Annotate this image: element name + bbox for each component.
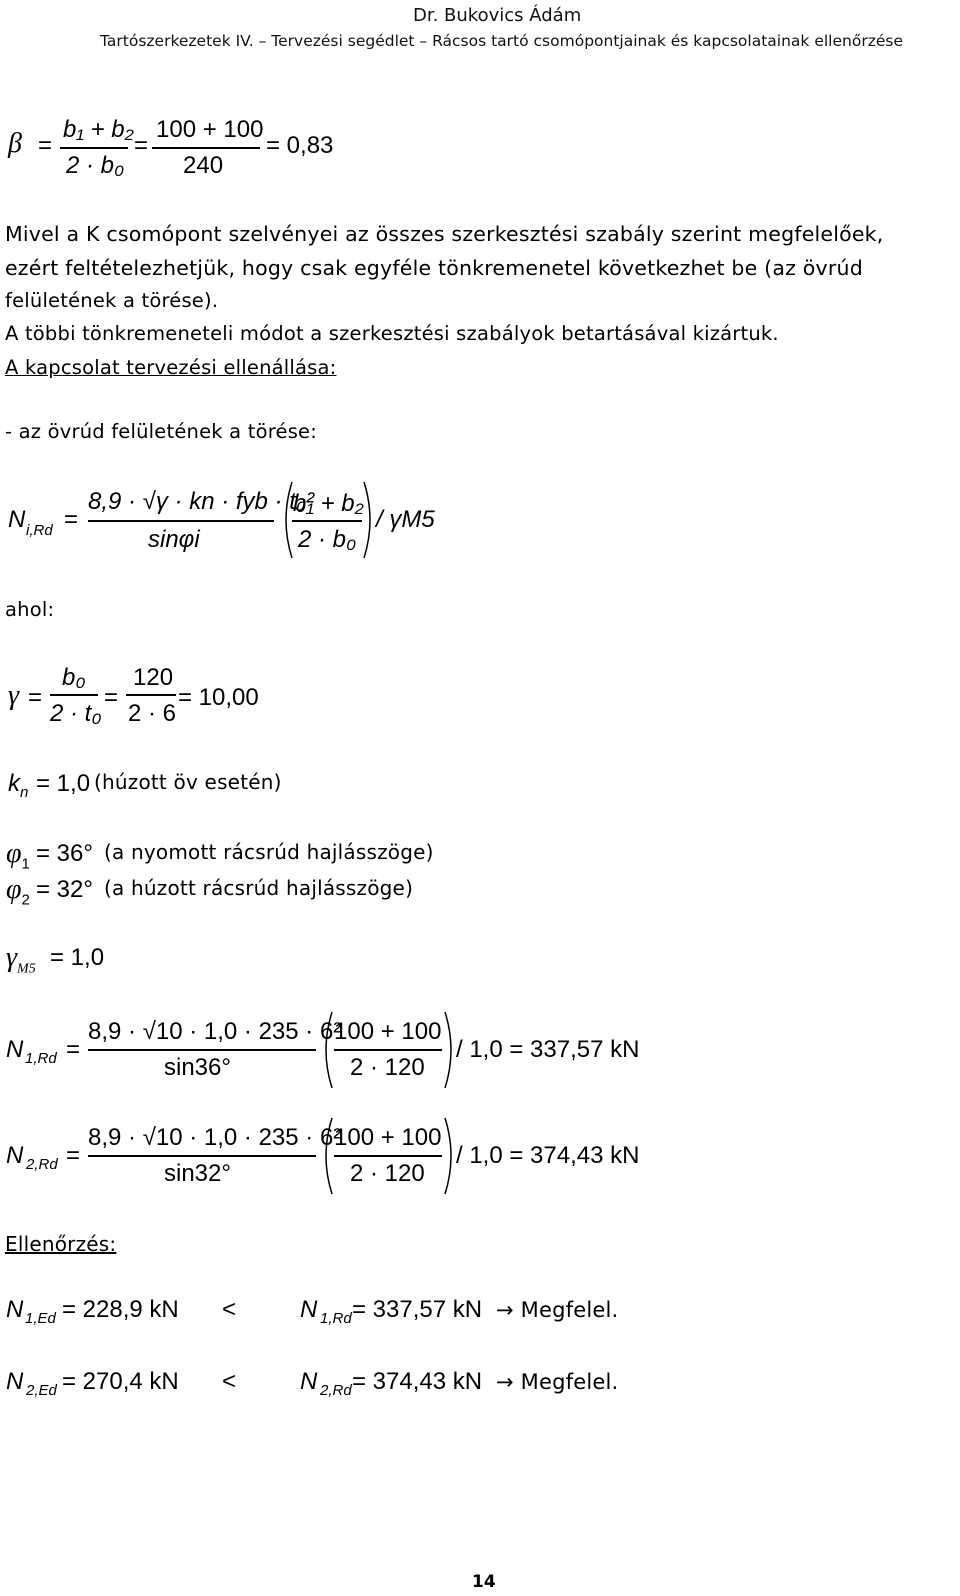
n2-rd-sub: 2,Rd <box>320 1382 352 1399</box>
eq-sign: = <box>64 506 79 533</box>
fraction-bar <box>88 1155 316 1157</box>
phi1-value: = 36° <box>36 840 93 867</box>
gamma-result: = 10,00 <box>178 684 259 711</box>
gammaM5-symbol: $\gamma_{M5}$ <box>6 942 36 977</box>
section-heading: A kapcsolat tervezési ellenállása: <box>5 356 337 379</box>
page-number: 14 <box>472 1572 496 1592</box>
fraction-bar <box>60 147 128 149</box>
n1-num: 8,9 · √10 · 1,0 · 235 · 6² <box>88 1018 342 1045</box>
beta-num1: b₁ + b₂ <box>63 116 134 143</box>
n2-ed-symbol: N <box>6 1368 24 1395</box>
eq-sign: = <box>66 1142 81 1169</box>
n1-ed-sub: 1,Ed <box>25 1310 56 1327</box>
beta-den2: 240 <box>183 152 224 179</box>
right-paren <box>362 480 376 560</box>
formula-lhs: N <box>8 506 26 533</box>
check-heading: Ellenőrzés: <box>5 1232 117 1256</box>
eq-sign: = <box>38 132 53 159</box>
gammaM5-value: = 1,0 <box>50 944 105 971</box>
n1-paren-num: 100 + 100 <box>334 1018 442 1045</box>
eq-sign: = <box>66 1036 81 1063</box>
kn-note: (húzott öv esetén) <box>94 770 282 794</box>
n2-ed-value: = 270,4 kN <box>62 1368 179 1395</box>
fraction-bar <box>50 694 98 696</box>
fraction-bar <box>292 520 362 522</box>
gamma-den1: 2 · t₀ <box>50 700 102 727</box>
beta-den1: 2 · b₀ <box>66 152 125 179</box>
n1-rd-symbol: N <box>300 1296 318 1323</box>
n1-lhs-sub: 1,Rd <box>25 1050 57 1067</box>
fraction-bar <box>88 520 274 522</box>
eq-sign: = <box>28 684 43 711</box>
paren-den: 2 · b₀ <box>298 526 357 553</box>
n2-num: 8,9 · √10 · 1,0 · 235 · 6² <box>88 1124 342 1151</box>
phi2-note: (a húzott rácsrúd hajlásszöge) <box>104 876 414 900</box>
paragraph-line: A többi tönkremeneteli módot a szerkesztési szabályok betartásával kizártuk. <box>5 322 779 345</box>
phi2-value: = 32° <box>36 876 93 903</box>
left-paren <box>320 1010 334 1090</box>
less-than: < <box>222 1296 237 1323</box>
n2-result: / 1,0 = 374,43 kN <box>456 1142 640 1169</box>
header-author: Dr. Bukovics Ádám <box>413 5 582 26</box>
fraction-bar <box>88 1049 316 1051</box>
phi2-symbol: $\varphi_2$ <box>6 874 30 909</box>
gamma-num2: 120 <box>133 664 174 691</box>
n1-ed-value: = 228,9 kN <box>62 1296 179 1323</box>
n2-lhs: N <box>6 1142 24 1169</box>
formula-tail: / γM5 <box>376 506 435 533</box>
beta-result: = 0,83 <box>266 132 334 159</box>
formula-num: 8,9 · √γ · kn · fyb · t₀² <box>88 488 314 515</box>
gamma-num1: b₀ <box>62 664 86 691</box>
n1-paren-den: 2 · 120 <box>350 1054 425 1081</box>
n2-rd-symbol: N <box>300 1368 318 1395</box>
less-than: < <box>222 1368 237 1395</box>
fraction-bar <box>126 694 176 696</box>
left-paren <box>320 1116 334 1196</box>
n1-rd-sub: 1,Rd <box>320 1310 352 1327</box>
gamma-symbol: γ <box>8 680 20 711</box>
beta-num2: 100 + 100 <box>156 116 264 143</box>
paragraph-line: felületének a törése). <box>5 289 219 312</box>
n2-rd-value: = 374,43 kN <box>352 1368 483 1395</box>
n1-lhs: N <box>6 1036 24 1063</box>
gamma-den2: 2 · 6 <box>128 700 177 727</box>
formula-den: sinφi <box>148 526 200 553</box>
n1-rd-value: = 337,57 kN <box>352 1296 483 1323</box>
phi1-note: (a nyomott rácsrúd hajlásszöge) <box>104 840 434 864</box>
kn-symbol: $k_n$ <box>8 770 29 801</box>
n1-ed-symbol: N <box>6 1296 24 1323</box>
fraction-bar <box>334 1155 442 1157</box>
formula-lhs-sub: i,Rd <box>26 522 53 539</box>
n2-paren-num: 100 + 100 <box>334 1124 442 1151</box>
n2-den: sin32° <box>164 1160 231 1187</box>
verdict: → Megfelel. <box>496 1370 619 1394</box>
eq-sign: = <box>104 684 119 711</box>
right-paren <box>443 1116 457 1196</box>
paragraph-line: Mivel a K csomópont szelvényei az összes szerkesztési szabály szerint megfelelőek, <box>5 222 884 246</box>
n2-paren-den: 2 · 120 <box>350 1160 425 1187</box>
phi1-symbol: $\varphi_1$ <box>6 838 30 873</box>
paren-num: b₁ + b₂ <box>293 490 364 517</box>
beta-symbol: β <box>8 128 22 159</box>
kn-value: = 1,0 <box>36 770 91 797</box>
eq-sign: = <box>134 132 149 159</box>
paragraph-line: - az övrúd felületének a törése: <box>5 420 318 443</box>
paragraph-line: ahol: <box>5 598 55 621</box>
n2-ed-sub: 2,Ed <box>26 1382 57 1399</box>
fraction-bar <box>334 1049 442 1051</box>
right-paren <box>443 1010 457 1090</box>
paragraph-line: ezért feltételezhetjük, hogy csak egyféle tönkremenetel következhet be (az övrúd <box>5 256 863 280</box>
n1-result: / 1,0 = 337,57 kN <box>456 1036 640 1063</box>
n1-den: sin36° <box>164 1054 231 1081</box>
verdict: → Megfelel. <box>496 1298 619 1322</box>
header-subtitle: Tartószerkezetek IV. – Tervezési segédlet – Rácsos tartó csomópontjainak és kapcsolatainak ellenőrzése <box>100 32 903 50</box>
fraction-bar <box>152 147 260 149</box>
n2-lhs-sub: 2,Rd <box>26 1156 58 1173</box>
